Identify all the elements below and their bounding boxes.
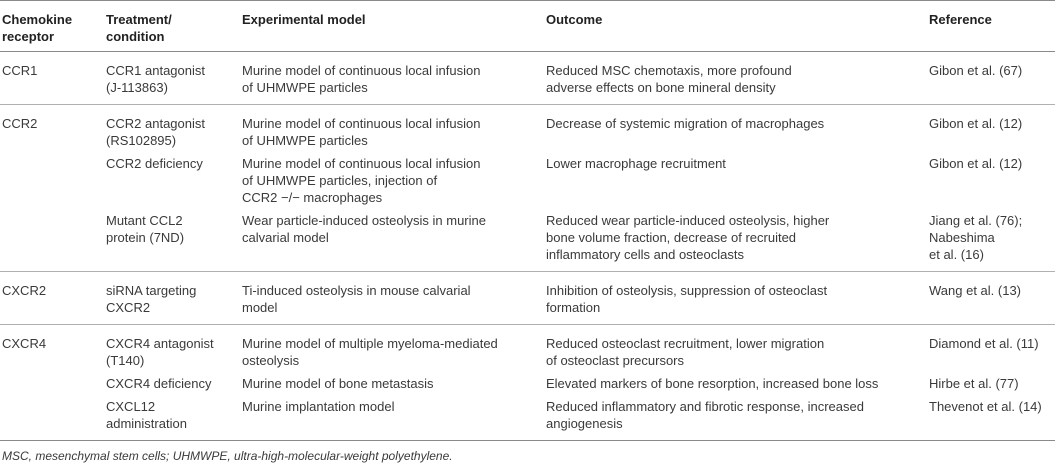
outcome-cell bbox=[544, 209, 927, 272]
table-row bbox=[0, 325, 1055, 373]
outcome-cell-line: Decrease of systemic migration of macrophages bbox=[546, 116, 825, 131]
table-row bbox=[0, 52, 1055, 105]
reference-cell-line: Diamond et al. (11) bbox=[929, 336, 1039, 351]
table-row bbox=[0, 105, 1055, 153]
reference-cell-line: Nabeshima bbox=[929, 230, 995, 245]
reference-cell bbox=[927, 152, 1055, 209]
reference-cell-line: Gibon et al. (12) bbox=[929, 116, 1023, 131]
outcome-cell-line: adverse effects on bone mineral density bbox=[546, 80, 776, 95]
outcome-cell bbox=[544, 152, 927, 209]
header-reference: Reference bbox=[927, 1, 1055, 52]
treatment-cell-line: protein (7ND) bbox=[106, 230, 185, 245]
header-treatment: Treatment/ condition bbox=[104, 1, 240, 52]
receptor-name: CXCR2 bbox=[2, 283, 47, 298]
reference-cell bbox=[927, 105, 1055, 153]
receptor-cell bbox=[0, 209, 104, 272]
receptor-cell bbox=[0, 272, 104, 325]
reference-cell-line: Jiang et al. (76); bbox=[929, 213, 1023, 228]
model-cell bbox=[240, 325, 544, 373]
outcome-cell-line: of osteoclast precursors bbox=[546, 353, 685, 368]
treatment-cell-line: CCR2 antagonist bbox=[106, 116, 205, 131]
receptor-cell bbox=[0, 395, 104, 441]
table-footnote: MSC, mesenchymal stem cells; UHMWPE, ultra-high-molecular-weight polyethylene. bbox=[2, 449, 453, 463]
outcome-cell-line: formation bbox=[546, 300, 601, 315]
treatment-cell bbox=[104, 209, 240, 272]
reference-cell bbox=[927, 325, 1055, 373]
model-cell-line: Murine model of bone metastasis bbox=[242, 376, 434, 391]
table-row bbox=[0, 372, 1055, 395]
model-cell bbox=[240, 372, 544, 395]
treatment-cell-line: CCR1 antagonist bbox=[106, 63, 205, 78]
model-cell-line: of UHMWPE particles bbox=[242, 133, 368, 148]
treatment-cell bbox=[104, 325, 240, 373]
receptor-name: CCR1 bbox=[2, 63, 38, 78]
model-cell bbox=[240, 395, 544, 441]
treatment-cell bbox=[104, 105, 240, 153]
header-receptor: Chemokine receptor bbox=[0, 1, 104, 52]
model-cell-line: calvarial model bbox=[242, 230, 329, 245]
model-cell-line: Murine model of continuous local infusion bbox=[242, 116, 481, 131]
reference-cell bbox=[927, 372, 1055, 395]
model-cell-line: Murine implantation model bbox=[242, 399, 395, 414]
outcome-cell bbox=[544, 395, 927, 441]
model-cell-line: of UHMWPE particles bbox=[242, 80, 368, 95]
reference-cell-line: Hirbe et al. (77) bbox=[929, 376, 1019, 391]
reference-cell bbox=[927, 52, 1055, 105]
outcome-cell bbox=[544, 372, 927, 395]
treatment-cell-line: (J-113863) bbox=[106, 80, 168, 95]
model-cell-line: Murine model of continuous local infusion bbox=[242, 156, 481, 171]
table-row bbox=[0, 152, 1055, 209]
treatment-cell-line: siRNA targeting bbox=[106, 283, 197, 298]
reference-cell-line: Thevenot et al. (14) bbox=[929, 399, 1042, 414]
outcome-cell-line: Reduced MSC chemotaxis, more profound bbox=[546, 63, 792, 78]
outcome-cell-line: angiogenesis bbox=[546, 416, 623, 431]
outcome-cell-line: bone volume fraction, decrease of recruited bbox=[546, 230, 797, 245]
model-cell-line: osteolysis bbox=[242, 353, 300, 368]
model-cell-line: model bbox=[242, 300, 278, 315]
outcome-cell-line: inflammatory cells and osteoclasts bbox=[546, 247, 744, 262]
treatment-cell bbox=[104, 395, 240, 441]
reference-cell-line: Gibon et al. (12) bbox=[929, 156, 1023, 171]
receptor-cell bbox=[0, 105, 104, 153]
table-header bbox=[0, 1, 1055, 52]
model-cell-line: of UHMWPE particles, injection of bbox=[242, 173, 438, 188]
receptor-name: CXCR4 bbox=[2, 336, 47, 351]
header-outcome: Outcome bbox=[544, 1, 927, 52]
receptor-cell bbox=[0, 372, 104, 395]
reference-cell bbox=[927, 272, 1055, 325]
outcome-cell bbox=[544, 52, 927, 105]
model-cell bbox=[240, 105, 544, 153]
outcome-cell-line: Inhibition of osteolysis, suppression of osteoclast bbox=[546, 283, 828, 298]
treatment-cell-line: CXCL12 bbox=[106, 399, 156, 414]
table-row bbox=[0, 209, 1055, 272]
treatment-cell-line: CXCR4 antagonist bbox=[106, 336, 214, 351]
treatment-cell bbox=[104, 272, 240, 325]
outcome-cell-line: Lower macrophage recruitment bbox=[546, 156, 726, 171]
table-row bbox=[0, 395, 1055, 441]
header-row bbox=[0, 1, 1055, 52]
reference-cell-line: Wang et al. (13) bbox=[929, 283, 1022, 298]
treatment-cell bbox=[104, 52, 240, 105]
model-cell-line: Murine model of continuous local infusion bbox=[242, 63, 481, 78]
reference-cell-line: et al. (16) bbox=[929, 247, 984, 262]
model-cell bbox=[240, 209, 544, 272]
receptor-cell bbox=[0, 52, 104, 105]
outcome-cell bbox=[544, 105, 927, 153]
outcome-cell-line: Reduced osteoclast recruitment, lower migration bbox=[546, 336, 825, 351]
header-model: Experimental model bbox=[240, 1, 544, 52]
model-cell-line: Wear particle-induced osteolysis in murine bbox=[242, 213, 486, 228]
outcome-cell-line: Reduced wear particle-induced osteolysis, higher bbox=[546, 213, 830, 228]
treatment-cell-line: administration bbox=[106, 416, 187, 431]
table-body bbox=[0, 52, 1055, 441]
model-cell-line: Murine model of multiple myeloma-mediated bbox=[242, 336, 498, 351]
treatment-cell-line: CXCR4 deficiency bbox=[106, 376, 212, 391]
treatment-cell bbox=[104, 152, 240, 209]
reference-cell bbox=[927, 209, 1055, 272]
treatment-cell-line: (T140) bbox=[106, 353, 145, 368]
outcome-cell bbox=[544, 325, 927, 373]
outcome-cell-line: Reduced inflammatory and fibrotic response, increased bbox=[546, 399, 864, 414]
model-cell-line: Ti-induced osteolysis in mouse calvarial bbox=[242, 283, 471, 298]
receptor-name: CCR2 bbox=[2, 116, 38, 131]
model-cell bbox=[240, 52, 544, 105]
table-row bbox=[0, 272, 1055, 325]
model-cell bbox=[240, 152, 544, 209]
reference-cell-line: Gibon et al. (67) bbox=[929, 63, 1023, 78]
receptor-cell bbox=[0, 152, 104, 209]
treatment-cell bbox=[104, 372, 240, 395]
treatment-cell-line: (RS102895) bbox=[106, 133, 177, 148]
model-cell-line: CCR2 −/− macrophages bbox=[242, 190, 383, 205]
treatment-cell-line: CCR2 deficiency bbox=[106, 156, 203, 171]
receptor-cell bbox=[0, 325, 104, 373]
reference-cell bbox=[927, 395, 1055, 441]
outcome-cell bbox=[544, 272, 927, 325]
treatment-cell-line: Mutant CCL2 bbox=[106, 213, 183, 228]
treatment-cell-line: CXCR2 bbox=[106, 300, 151, 315]
outcome-cell-line: Elevated markers of bone resorption, increased bone loss bbox=[546, 376, 879, 391]
model-cell bbox=[240, 272, 544, 325]
